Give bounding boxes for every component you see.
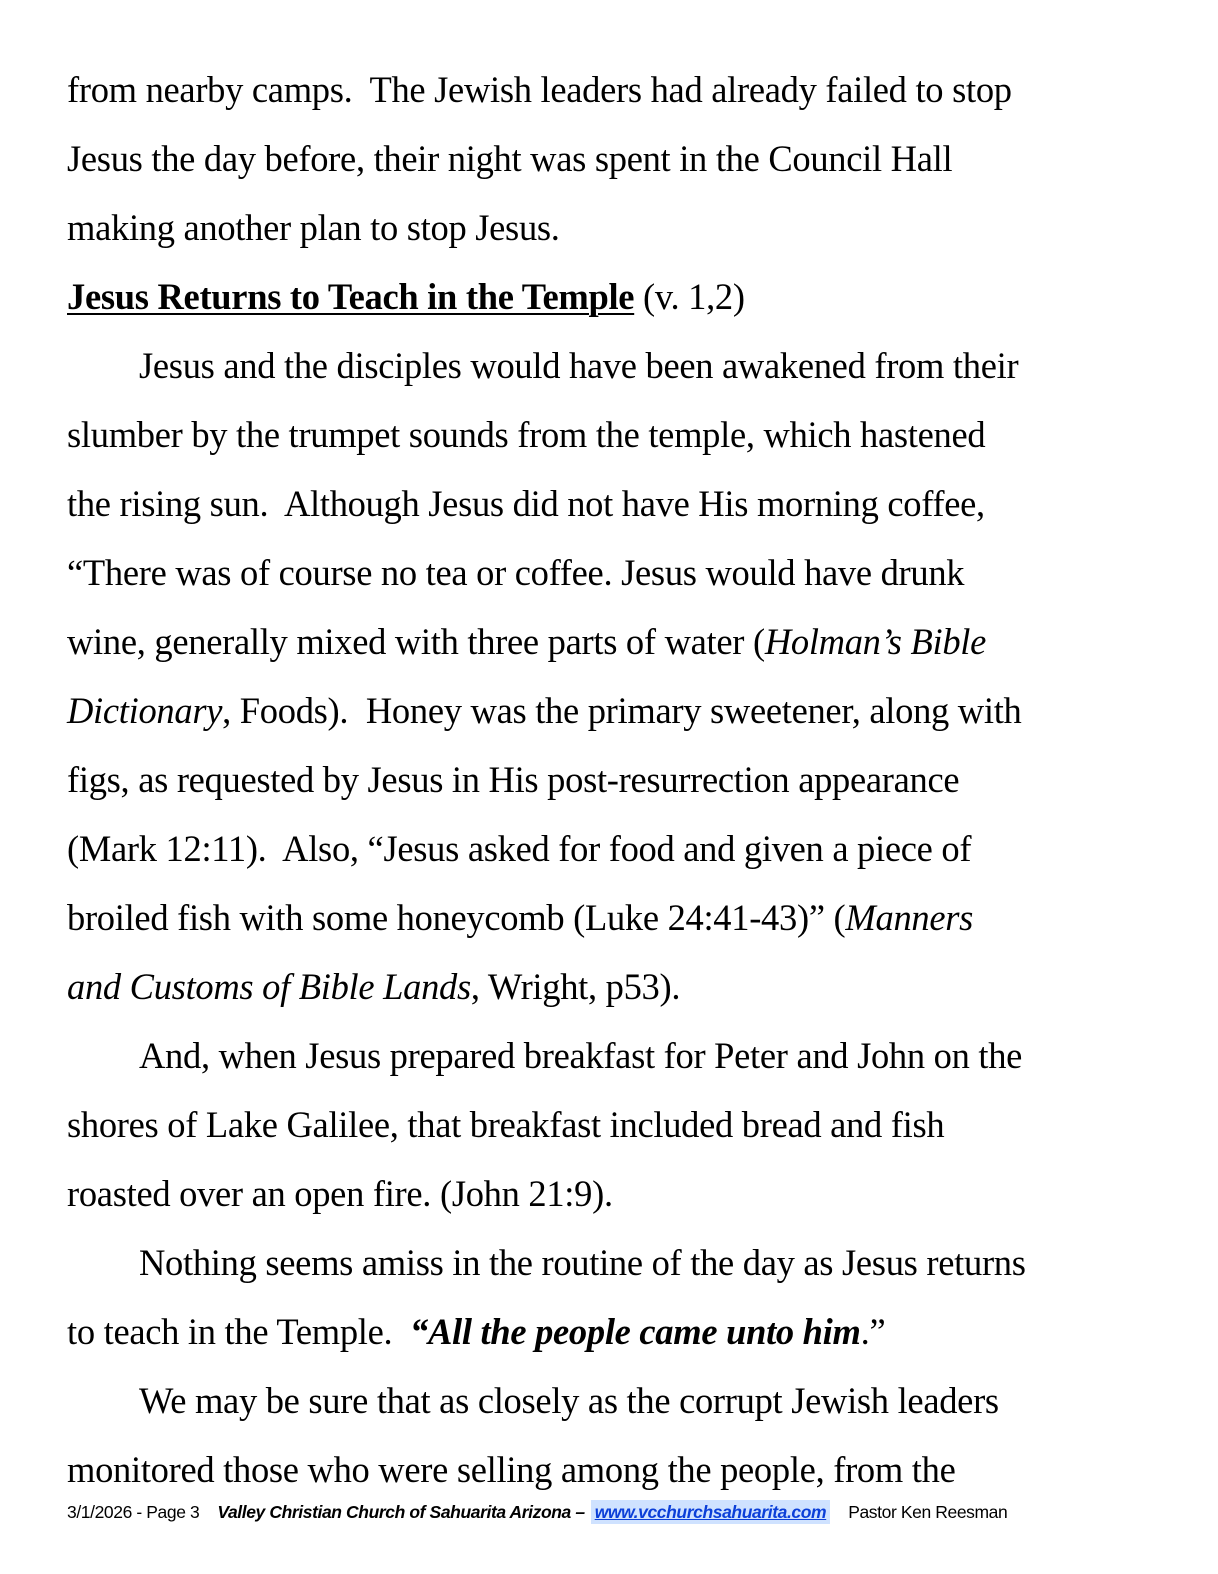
body-text [67,55,1142,1504]
text-segment: Jesus and the disciples would have been awakened from their [139,345,1019,386]
text-segment: broiled fish with some honeycomb (Luke 24:41-43)” ( [67,897,846,938]
text-segment: , Foods). Honey was the primary sweetener, along with [222,690,1022,731]
text-line [67,1366,1142,1435]
text-line [67,952,1142,1021]
text-line [67,745,1142,814]
text-line [67,883,1142,952]
italic-citation: Manners [845,897,974,938]
italic-citation: Holman’s Bible [764,621,987,662]
text-line [67,469,1142,538]
text-segment: (Mark 12:11). Also, “Jesus asked for food and given a piece of [67,828,972,869]
text-line [67,124,1142,193]
section-heading: Jesus Returns to Teach in the Temple [67,276,635,317]
text-segment: the rising sun. Although Jesus did not have His morning coffee, [67,483,985,524]
text-segment: We may be sure that as closely as the corrupt Jewish leaders [139,1380,999,1421]
text-line [67,676,1142,745]
text-segment: to teach in the Temple. [67,1311,411,1352]
text-segment: from nearby camps. The Jewish leaders had already failed to stop [67,69,1012,110]
footer-date-page: 3/1/2026 - Page 3 [67,1502,200,1522]
italic-citation: Dictionary [67,690,223,731]
text-segment: figs, as requested by Jesus in His post-resurrection appearance [67,759,960,800]
text-segment: wine, generally mixed with three parts of water ( [67,621,765,662]
text-segment: monitored those who were selling among the people, from the [67,1449,956,1490]
text-line [67,262,1142,331]
text-line [67,400,1142,469]
text-segment: , Wright, p53). [470,966,681,1007]
italic-citation: and Customs of Bible Lands [67,966,471,1007]
text-segment: .” [860,1311,886,1352]
text-line [67,1228,1142,1297]
text-line [67,607,1142,676]
text-segment: “There was of course no tea or coffee. Jesus would have drunk [67,552,965,593]
text-segment: Nothing seems amiss in the routine of the day as Jesus returns [139,1242,1026,1283]
text-line [67,1090,1142,1159]
text-segment: Jesus the day before, their night was spent in the Council Hall [67,138,953,179]
text-line [67,1159,1142,1228]
text-line [67,193,1142,262]
text-line [67,1021,1142,1090]
footer-pastor-name: Pastor Ken Reesman [848,1502,1008,1522]
scripture-quote: “All the people came unto him [410,1311,861,1352]
text-line [67,1297,1142,1366]
page-footer [67,1502,1167,1523]
footer-website-link[interactable]: www.vcchurchsahuarita.com [591,1500,831,1524]
text-segment: (v. 1,2) [634,276,745,317]
text-line [67,814,1142,883]
text-line [67,538,1142,607]
text-segment: making another plan to stop Jesus. [67,207,560,248]
footer-church-name: Valley Christian Church of Sahuarita Arizona – [217,1502,585,1522]
text-segment: And, when Jesus prepared breakfast for Peter and John on the [139,1035,1023,1076]
text-line [67,1435,1142,1504]
text-line [67,331,1142,400]
text-line [67,55,1142,124]
text-segment: slumber by the trumpet sounds from the temple, which hastened [67,414,986,455]
text-segment: roasted over an open fire. (John 21:9). [67,1173,613,1214]
text-segment: shores of Lake Galilee, that breakfast included bread and fish [67,1104,945,1145]
